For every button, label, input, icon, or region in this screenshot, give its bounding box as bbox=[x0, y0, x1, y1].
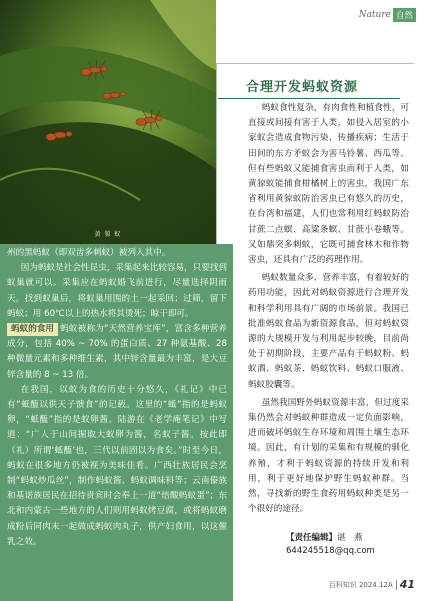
editor-credit bbox=[286, 532, 410, 558]
left-paragraph-0: 州的黑蚂蚁（即双齿多刺蚁）被列入其中。 bbox=[7, 248, 171, 258]
section-title: 合理开发蚂蚁资源 bbox=[246, 80, 359, 95]
left-paragraph-1: 因为蚂蚁是社会性昆虫，采集起来比较容易，只要找到蚁巢就可以。采集应在蚂蚁婚飞前进行，尽量选择阴雨天。找到蚁巢后，将蚁巢用围的土一起采回；过筛，留下蚂蚁；用 60℃以上的热水将其烫死；晾干即可。 bbox=[7, 263, 228, 319]
right-paragraph-2: 蚂蚁数量众多、营养丰富，有着较好的药用功能，因此对蚂蚁资源进行合理开发和科学利用具有广阔的市场前景。我国已批准蚂蚁食品为新资源食品，但对蚂蚁资源的大规模开发与利用起步较晚，目前尚处于初期阶段，主要产品有干蚂蚁粉、蚂蚁酒、蚂蚁茶、蚂蚁饮料、蚂蚁口服液、蚂蚁胶囊等。 bbox=[248, 273, 409, 390]
right-paragraph-3: 虽然我国野外蚂蚁资源丰富，但过度采集仍然会对蚂蚁种群造成一定负面影响，进而破坏蚂蚁生存环境和周围土壤生态环境。因此，有计划的采集和有规模的驯化养殖，才利于蚂蚁资源的持续开发和利用，利于更好地保护野生蚂蚁种群。当然，寻找新的野生食药用蚂蚁种类是另一个很好的途径。 bbox=[248, 397, 409, 515]
ant-leaf-illustration bbox=[0, 0, 216, 244]
left-paragraph-2 bbox=[7, 322, 227, 383]
section-tag: 自然 bbox=[393, 8, 416, 22]
ant-photo bbox=[0, 0, 216, 244]
section-label-nature: Nature bbox=[358, 10, 391, 20]
editor-email[interactable]: 644245518@qq.com bbox=[286, 546, 375, 556]
photo-caption: 黄 猄 蚁 bbox=[94, 231, 122, 238]
section-header bbox=[359, 8, 416, 22]
title-underline bbox=[218, 98, 400, 99]
left-paragraph-2-text: 蚂蚁被称为“天然营养宝库”，富含多种营养成分，包括 40% ~ 70% 的蛋白质、27 种氨基酸、28 种微量元素和多种维生素，其中锌含量最为丰富，是大豆锌含量的 8 ~ 13 倍。 bbox=[7, 324, 227, 380]
title-block bbox=[246, 76, 406, 96]
left-paragraph-3: 在我国，以蚁为食的历史十分悠久，《礼记》中已有“蚳醢以供天子馈食”的记载。这里的“蚳”指的是蚂蚁卵，“蚳醢”指的是蚁卵酱。陆游在《老学庵笔记》中写道：“广人于山间掘取大蚁卵为酱，名蚁子酱。按此即（礼）所谓‘蚳醢’也，三代以前固以为食矣。”时至今日，蚂蚁在很多地方仍被视为美味佳肴。广西壮族居民会烹制“蚂蚁炒瓜丝”，制作蚂蚁酱、蚂蚁调味料等；云南傣族和基诺族居民在招待贵宾时会奉上一道“焙酸蚂蚁蛋”；东北和内蒙古一些地方的人们则用蚂蚁烤豆腐，或将蚂蚁磨成粉后同肉末一起做成蚂蚁肉丸子，供产妇食用，以这催乳之效。 bbox=[7, 384, 227, 547]
subhead-ant-food: 蚂蚁的食用 bbox=[7, 323, 58, 336]
page-footer bbox=[329, 578, 415, 591]
journal-issue: 百科知识 2024.12A bbox=[328, 580, 393, 589]
editor-label: 【责任编辑】 bbox=[286, 533, 338, 543]
left-text-panel bbox=[0, 244, 233, 601]
editor-name: 谌 燕 bbox=[337, 533, 363, 543]
footer-divider bbox=[396, 580, 397, 590]
page-number: 41 bbox=[399, 578, 415, 591]
right-paragraph-1: 蚂蚁食性复杂，有肉食性和植食性，可直接或间接有害于人类，如侵入居室的小家蚁会造成食物污染、传播疾病；生活于田间的东方矛蚁会为害马铃薯、西瓜等。但有些蚂蚁又能捕食害虫而利于人类，如黄猄蚁能捕食柑橘树上的害虫，我国广东省利用黄猄蚁防治害虫已有悠久的历史，在台湾和福建，人们也常利用红蚂蚁防治甘蔗二点螟、高粱条螟、甘蔗小卷蛾等。又如鼎突多刺蚁，它既可捕食林木和作物害虫，还具有广泛的药理作用。 bbox=[248, 103, 409, 266]
right-column bbox=[248, 101, 409, 520]
left-column bbox=[7, 246, 227, 550]
